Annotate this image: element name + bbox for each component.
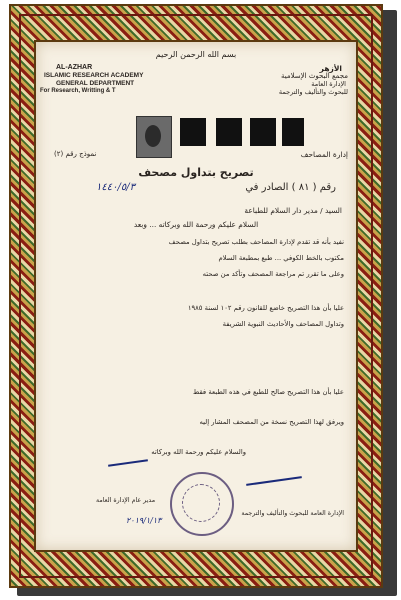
body-line: عليا بأن هذا التصريح صالح للطبع في هذه الطبعة فقط [193, 388, 344, 396]
document-title: تصريح بتداول مصحف [138, 166, 254, 179]
redaction-block [250, 118, 276, 146]
handwritten-date: ٢٠١٩/١/١٣ [126, 516, 162, 525]
stamp-photo [136, 116, 172, 158]
body-line: عليا بأن هذا التصريح خاضع للقانون رقم ١٠٢ لسنة ١٩٨٥ [187, 304, 344, 312]
header-ar-line2: مجمع البحوث الإسلامية [281, 72, 348, 80]
redaction-block [282, 118, 304, 146]
header-en-line3: GENERAL DEPARTMENT [56, 80, 135, 87]
signature [246, 476, 302, 486]
body-line: وتداول المصاحف والأحاديث النبوية الشريفة [222, 320, 344, 328]
body-line: ويرفق لهذا التصريح نسخة من المصحف المشار إليه [199, 418, 344, 426]
header-en-line4: For Research, Writting & T [40, 88, 116, 94]
signature [108, 459, 148, 467]
sign-left-title: مدير عام الإدارة العامة [96, 497, 156, 504]
redaction-block [180, 118, 206, 146]
reference-line: رقم ( ٨١ ) الصادر في [245, 182, 336, 193]
header-en-line1: AL-AZHAR [56, 64, 93, 71]
form-number: نموذج رقم (٢) [54, 150, 97, 158]
body-line: وعلى ما تقرر تم مراجعة المصحف وتأكد من صحته [202, 270, 344, 278]
greeting-line: السلام عليكم ورحمة الله وبركاته ... وبعد [133, 220, 259, 229]
reference-handwritten-date: ١٤٤٠/٥/٣ [96, 182, 135, 193]
body-line: والسلام عليكم ورحمة الله وبركاته [151, 448, 246, 456]
basmala: بسم الله الرحمن الرحيم [155, 50, 237, 59]
header-ar-line3: الإدارة العامة [311, 80, 346, 88]
body-line: مكتوب بالخط الكوفي ... طبع بمطبعة السلام [218, 254, 344, 262]
header-en-line2: ISLAMIC RESEARCH ACADEMY [44, 72, 144, 79]
department-label: إدارة المصاحف [300, 150, 348, 159]
sign-right-title: الإدارة العامة للبحوث والتأليف والترجمة [241, 510, 344, 517]
official-seal [170, 472, 234, 536]
body-line: نفيد بأنه قد تقدم لإدارة المصاحف بطلب تصريح بتداول مصحف [168, 238, 344, 246]
header-ar-line1: الأزهر [319, 64, 342, 73]
addressee-line: السيد / مدير دار السلام للطباعة [244, 206, 342, 215]
certificate-document [36, 42, 356, 550]
redaction-block [216, 118, 242, 146]
header-ar-line4: للبحوث والتأليف والترجمة [278, 88, 348, 96]
